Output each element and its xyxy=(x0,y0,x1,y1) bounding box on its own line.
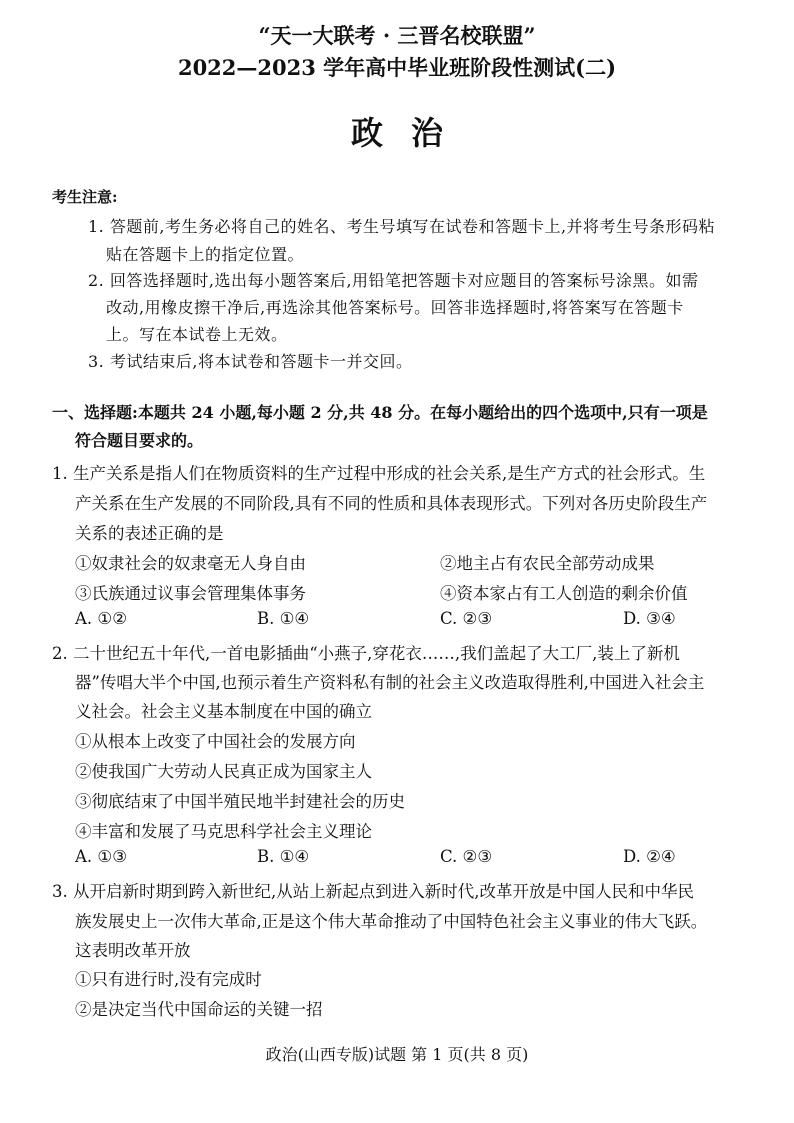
question-1-item: ①奴隶社会的奴隶毫无人身自由 xyxy=(75,554,306,573)
choice-d: D. ②④ xyxy=(623,847,676,866)
question-1-item: ④资本家占有工人创造的剩余价值 xyxy=(440,584,688,603)
notice-title: 考生注意: xyxy=(52,188,118,206)
question-1-item: ②地主占有农民全部劳动成果 xyxy=(440,554,655,573)
section-heading: 一、选择题:本题共 24 小题,每小题 2 分,共 48 分。在每小题给出的四个选项中,只有一项是 xyxy=(52,403,708,422)
exam-session-title: 2022—2023 学年高中毕业班阶段性测试(二) xyxy=(177,55,617,80)
notice-line: 2. 回答选择题时,选出每小题答案后,用铅笔把答题卡对应题目的答案标号涂黑。如需 xyxy=(88,271,699,290)
notice-line: 1. 答题前,考生务必将自己的姓名、考生号填写在试卷和答题卡上,并将考生号条形码粘 xyxy=(88,217,716,236)
question-3-stem: 这表明改革开放 xyxy=(75,941,191,960)
question-3-item: ②是决定当代中国命运的关键一招 xyxy=(75,1000,323,1019)
subject-title: 政治 xyxy=(350,114,471,152)
question-1-stem: 1. 生产关系是指人们在物质资料的生产过程中形成的社会关系,是生产方式的社会形式。生 xyxy=(52,464,706,483)
question-3-stem: 族发展史上一次伟大革命,正是这个伟大革命推动了中国特色社会主义事业的伟大飞跃。 xyxy=(75,912,708,931)
question-2-item: ②使我国广大劳动人民真正成为国家主人 xyxy=(75,762,372,781)
page-footer: 政治(山西专版)试题 第 1 页(共 8 页) xyxy=(265,1045,529,1064)
notice-line: 改动,用橡皮擦干净后,再选涂其他答案标号。回答非选择题时,将答案写在答题卡 xyxy=(106,298,684,317)
choice-c: C. ②③ xyxy=(440,609,493,628)
question-2-stem: 器”传唱大半个中国,也预示着生产资料私有制的社会主义改造取得胜利,中国进入社会主 xyxy=(75,673,705,692)
choice-c: C. ②③ xyxy=(440,847,493,866)
question-1-stem: 关系的表述正确的是 xyxy=(75,524,224,543)
exam-alliance-title: “天一大联考 · 三晋名校联盟” xyxy=(258,23,536,48)
choice-a: A. ①③ xyxy=(75,847,127,866)
choice-b: B. ①④ xyxy=(257,609,310,628)
section-heading-cont: 符合题目要求的。 xyxy=(75,431,204,450)
choice-a: A. ①② xyxy=(75,609,127,628)
choice-d: D. ③④ xyxy=(623,609,676,628)
notice-line: 上。写在本试卷上无效。 xyxy=(106,325,288,344)
question-1-stem: 产关系在生产发展的不同阶段,具有不同的性质和具体表现形式。下列对各历史阶段生产 xyxy=(75,494,708,513)
question-2-item: ④丰富和发展了马克思科学社会主义理论 xyxy=(75,822,372,841)
choice-b: B. ①④ xyxy=(257,847,310,866)
question-2-stem: 2. 二十世纪五十年代,一首电影插曲“小燕子,穿花衣……,我们盖起了大工厂,装上了新机 xyxy=(52,644,680,663)
question-3-stem: 3. 从开启新时期到跨入新世纪,从站上新起点到进入新时代,改革开放是中国人民和中华民 xyxy=(52,882,694,901)
notice-line: 贴在答题卡上的指定位置。 xyxy=(106,245,305,264)
question-1-item: ③氏族通过议事会管理集体事务 xyxy=(75,584,306,603)
question-2-item: ①从根本上改变了中国社会的发展方向 xyxy=(75,732,356,751)
question-2-item: ③彻底结束了中国半殖民地半封建社会的历史 xyxy=(75,792,405,811)
question-2-stem: 义社会。社会主义基本制度在中国的确立 xyxy=(75,702,372,721)
question-3-item: ①只有进行时,没有完成时 xyxy=(75,970,262,989)
notice-line: 3. 考试结束后,将本试卷和答题卡一并交回。 xyxy=(88,352,413,371)
